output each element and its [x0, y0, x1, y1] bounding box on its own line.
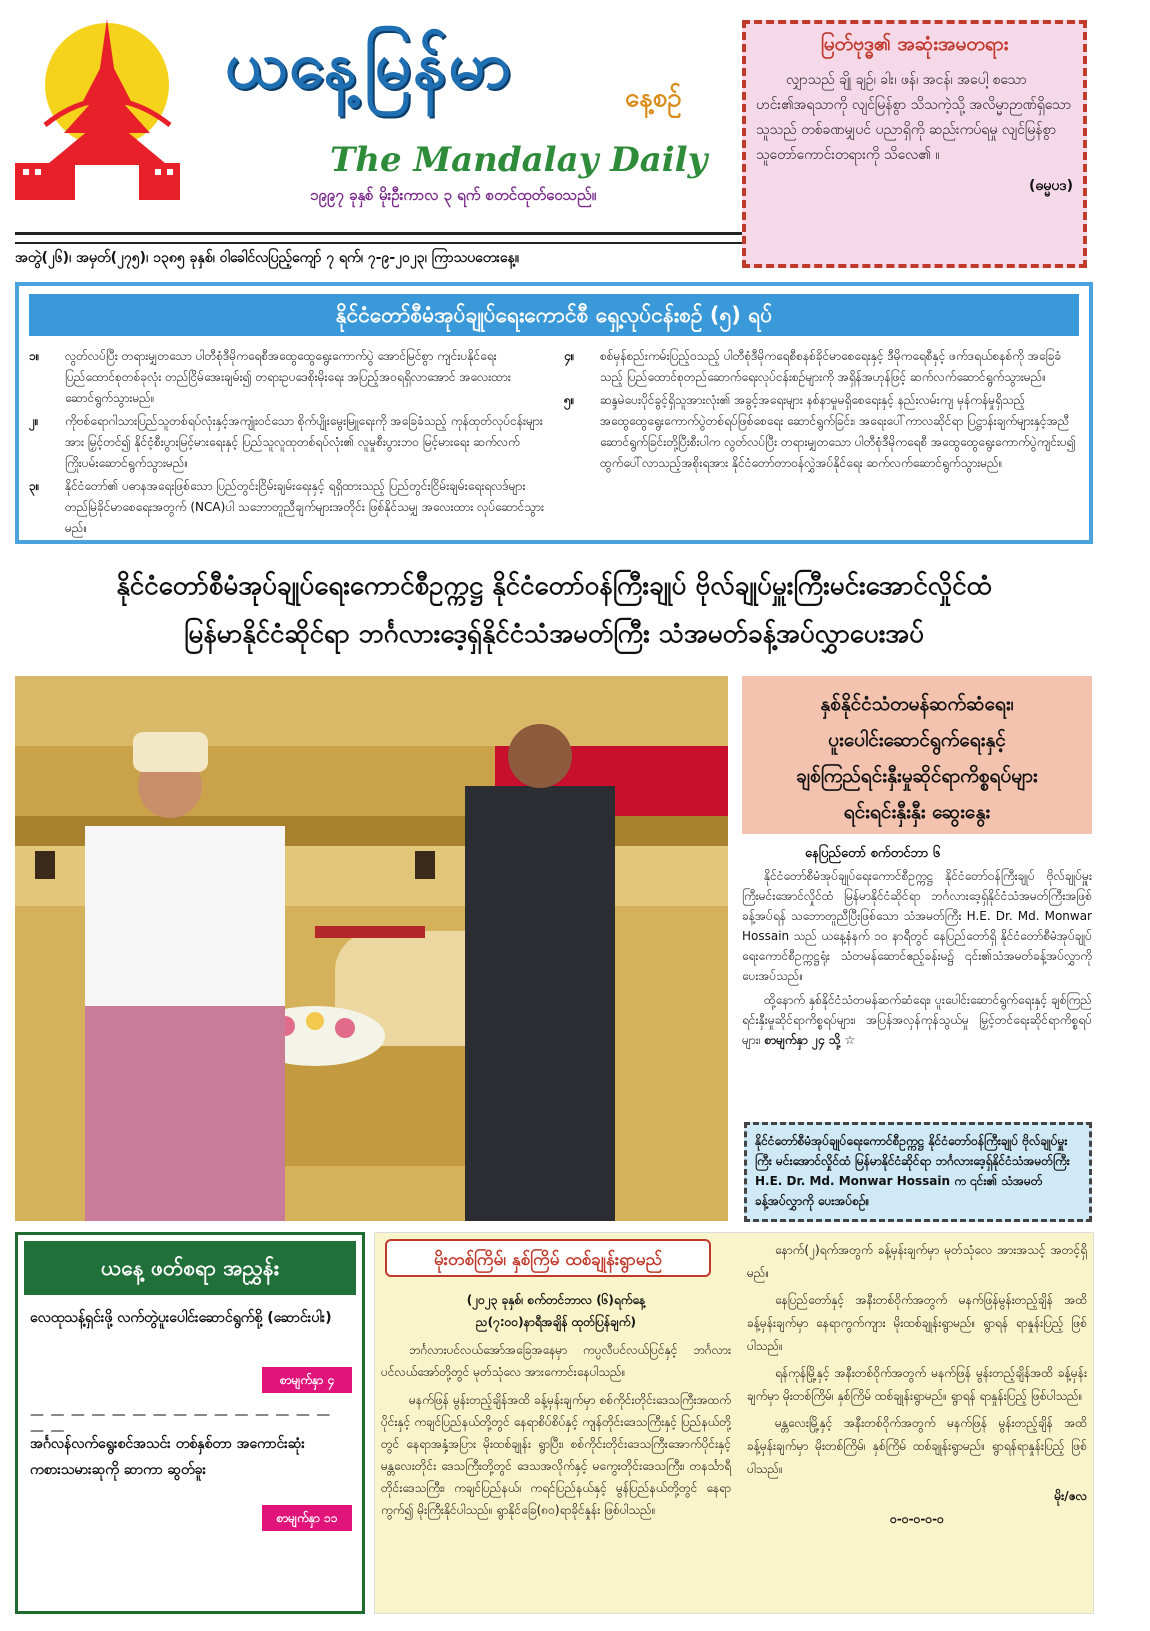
article-paragraph	[742, 990, 1092, 1050]
objectives-header: နိုင်ငံတော်စီမံအုပ်ချုပ်ရေးကောင်စီ ရှေ့လုပ်ငန်းစဉ် (၅) ရပ်	[29, 294, 1079, 336]
weather-box	[374, 1232, 1094, 1614]
photo-caption: နိုင်ငံတော်စီမံအုပ်ချုပ်ရေးကောင်စီဥက္ကဋ္ဌ နိုင်ငံတော်ဝန်ကြီးချုပ် ဗိုလ်ချုပ်မှူးကြီး မင်းအောင်လှိုင်ထံ မြန်မာနိုင်ငံဆိုင်ရာ ဘင်္ဂလားဒေ့ရှ်နိုင်ငံသံအမတ်ကြီး H.E. Dr. Md. Monwar Hossain က ၎င်း၏ သံအမတ်ခန့်အပ်လွှာကို ပေးအပ်စဉ်။	[744, 1122, 1092, 1222]
objective-number: ၁။	[29, 349, 40, 363]
quote-source: (ဓမ္မပဒ)	[1029, 178, 1073, 194]
continued-link[interactable]: စာမျက်နှာ ၂၄ သို့ ☆	[764, 1033, 856, 1047]
objective-item	[29, 346, 544, 409]
main-headline-line-2: မြန်မာနိုင်ငံဆိုင်ရာ ဘင်္ဂလားဒေ့ရှ်နိုင်ငံသံအမတ်ကြီး သံအမတ်ခန့်အပ်လွှာပေးအပ်	[183, 619, 925, 649]
palace-spire-icon	[15, 15, 180, 200]
side-article-body	[742, 866, 1092, 1054]
issue-line: အတွဲ(၂၆)၊ အမှတ်(၂၇၅)၊ ၁၃၈၅ ခုနှစ်၊ ဝါခေါင်လပြည့်ကျော် ၇ ရက်၊ ၇-၉-၂၀၂၃၊ ကြာသပတေးနေ့။	[15, 242, 745, 269]
weather-right-column	[747, 1239, 1087, 1531]
objective-item	[29, 411, 544, 474]
objective-text: ဆန္ဒမဲပေးပိုင်ခွင့်ရှိသူအားလုံး၏ အခွင့်အရေးများ နစ်နာမှုမရှိစေရေးနှင့် နည်းလမ်းကျ မှန်ကန်မှုရှိသည့် အထွေထွေရွေးကောက်ပွဲတစ်ရပ်ဖြစ်စေရေး ဆောင်ရွက်ခြင်း၊ အရေးပေါ်ကာလဆိုင်ရာ ပြဋ္ဌာန်းချက်များနှင့်အညီ ဆောင်ရွက်ခြင်းတို့ပြီးစီးပါက လွတ်လပ်ပြီး တရားမျှတသော ပါတီစုံဒီမိုကရေစီ အထွေထွေရွေးကောက်ပွဲကျင်းပ၍ ထွက်ပေါ်လာသည့်အစိုးရအား နိုင်ငံတော်တာဝန်လွှဲအပ်နိုင်ရေး ဆက်လက်ဆောင်ရွက်သွားမည်။	[600, 393, 1076, 470]
objective-item	[564, 346, 1079, 388]
objectives-column-right	[564, 346, 1079, 476]
side-headline-line: ပူးပေါင်းဆောင်ရွက်ရေးနှင့်	[828, 729, 1006, 751]
objective-text: နိုင်ငံတော်၏ ပဓာနအရေးဖြစ်သော ပြည်တွင်းငြိမ်းချမ်းရေးနှင့် ရရှိထားသည့် ပြည်တွင်းငြိမ်းချမ်းရေးရလဒ်များ တည်မြဲခိုင်မာစေရေးအတွက် (NCA)ပါ သဘောတူညီချက်များအတိုင်း ဖြစ်နိုင်သမျှ အလေးထား လုပ်ဆောင်သွားမည်။	[65, 479, 545, 535]
objective-item	[29, 476, 544, 539]
objective-text: စစ်မှန်စည်းကမ်းပြည့်ဝသည့် ပါတီစုံဒီမိုကရေစီစနစ်ခိုင်မာစေရေးနှင့် ဒီမိုကရေစီနှင့် ဖက်ဒရယ်စနစ်ကို အခြေခံသည့် ပြည်ထောင်စုတည်ဆောက်ရေးလုပ်ငန်းစဉ်များကို အရှိန်အဟုန်ဖြင့် ဆက်လက်ဆောင်ရွက်သွားမည်။	[600, 349, 1062, 384]
masthead-title: ယနေ့မြန်မာ	[225, 29, 514, 103]
weather-paragraph: ရန်ကုန်မြို့နှင့် အနီးတစ်ဝိုက်အတွက် မနက်ဖြန် မွန်းတည့်ချိန်အထိ ခန့်မှန်းချက်မှာ မိုးတစ်ကြိမ်၊ နှစ်ကြိမ် ထစ်ချုန်းရွာမည်။ ရွာရန် ရာနှုန်းပြည့် ဖြစ်ပါသည်။	[747, 1366, 1087, 1403]
toc-item[interactable]: လေထုသန့်ရှင်းဖို့ လက်တွဲပူးပေါင်းဆောင်ရွက်စို့ (ဆောင်းပါး)	[30, 1310, 332, 1326]
masthead-english-title: The Mandalay Daily	[330, 140, 708, 180]
side-headline-line: ချစ်ကြည်ရင်းနှီးမှုဆိုင်ရာကိစ္စရပ်များ	[796, 765, 1038, 787]
objective-text: ကိုဗစ်ရောဂါသားပြည်သူတစ်ရပ်လုံးနှင့်အကျုံးဝင်သော စိုက်ပျိုးမွေးမြူရေးကို အခြေခံသည့် ကုန်ထုတ်လုပ်ငန်းများအား မြှင့်တင်၍ နိုင်ငံ့စီးပွားမြင့်မားရေးနှင့် ပြည်သူလူထုတစ်ရပ်လုံး၏ လူမှုစီးပွားဘဝ မြင့်မားရေး ဆက်လက်ကြိုးပမ်းဆောင်ရွက်သွားမည်။	[65, 414, 543, 470]
quote-title: မြတ်ဗုဒ္ဓ၏ အဆုံးအမတရား	[820, 33, 1009, 55]
weather-paragraph: မန္တလေးမြို့နှင့် အနီးတစ်ဝိုက်အတွက် မနက်ဖြန် မွန်းတည့်ချိန် အထိ ခန့်မှန်းချက်မှာ မိုးတစ်ကြိမ်၊ နှစ်ကြိမ် ထစ်ချုန်းရွာမည်။ ရွာရန်ရာနှုန်းပြည့် ဖြစ်ပါသည်။	[747, 1416, 1087, 1476]
side-headline-line: ရင်းရင်းနှီးနှီး ဆွေးနွေး	[843, 801, 991, 823]
weather-paragraph: နေပြည်တော်နှင့် အနီးတစ်ဝိုက်အတွက် မနက်ဖြန်မွန်းတည့်ချိန် အထိ ခန့်မှန်းချက်မှာ နေရာကွက်ကျား မိုးထစ်ချုန်းရွာမည်။ ရွာရန် ရာနှုန်းပြည့် ဖြစ်ပါသည်။	[747, 1293, 1087, 1353]
objective-number: ၄။	[564, 349, 575, 363]
todays-reading-box	[15, 1232, 365, 1614]
objective-number: ၂။	[29, 414, 39, 428]
quote-body: လျှာသည် ချို ချဉ်၊ ခါး၊ ဖန်၊ အငန်၊ အပေါ့ စသော ဟင်း၏အရသာကို လျင်မြန်စွာ သိသကဲ့သို့ အလိမ္မာဉာဏ်ရှိသောသူသည် တစ်ခဏမျှပင် ပညာရှိကို ဆည်းကပ်ရမှု လျင်မြန်စွာ သူတော်ကောင်းတရားကို သိလေ၏ ။	[756, 72, 1072, 163]
weather-byline: မိုး/ဇလ	[1054, 1489, 1087, 1503]
newspaper-logo	[15, 15, 180, 200]
masthead-subtitle: နေ့စဉ်	[625, 83, 682, 113]
article-paragraph-text: ထို့နောက် နှစ်နိုင်ငံသံတမန်ဆက်ဆံရေး၊ ပူးပေါင်းဆောင်ရွက်ရေးနှင့် ချစ်ကြည်ရင်းနှီးမှုဆိုင်ရာကိစ္စရပ်များ၊ အပြန်အလှန်ကုန်သွယ်မှု မြှင့်တင်ရေးဆိုင်ရာကိစ္စရပ်များ၊	[742, 993, 1092, 1047]
toc-page-badge[interactable]: စာမျက်နှာ ၁၁	[262, 1505, 352, 1531]
end-mark: ၀-၀-၀-၀-၀	[890, 1512, 944, 1526]
objective-text: လွတ်လပ်ပြီး တရားမျှတသော ပါတီစုံဒီမိုကရေစီအထွေထွေရွေးကောက်ပွဲ အောင်မြင်စွာ ကျင်းပနိုင်ရေး ပြည်ထောင်စုတစ်ခုလုံး တည်ငြိမ်အေးချမ်း၍ တရားဥပဒေစိုးမိုးရေး အပြည့်အဝရရှိလာအောင် အလေးထားဆောင်ရွက်သွားမည်။	[65, 349, 511, 405]
article-dateline: နေပြည်တော် စက်တင်ဘာ ၆	[805, 846, 941, 861]
objective-item	[564, 390, 1079, 474]
toc-divider: — — — — — — — — — — — — — — — — —	[30, 1407, 332, 1439]
masthead-rule	[15, 232, 745, 235]
weather-forecast: မနက်ဖြန် မွန်းတည့်ချိန်အထိ ခန့်မှန်းချက်မှာ စစ်ကိုင်းတိုင်းဒေသကြီးအထက်ပိုင်းနှင့် ကချင်ပြည်နယ်တို့တွင် နေရာစိပ်စိပ်နှင့် ကျန်တိုင်းဒေသကြီးနှင့် ပြည်နယ်တို့တွင် နေရာအနှံ့အပြား မိုးထစ်ချုန်း ရွာပြီး၊ စစ်ကိုင်းတိုင်းဒေသကြီးအောက်ပိုင်းနှင့် မန္တလေးတိုင်း ဒေသကြီးတို့တွင် ဒေသအလိုက်နှင့် မကွေးတိုင်းဒေသကြီး၊ တနင်္သာရီ တိုင်းဒေသကြီး၊ ကချင်ပြည်နယ်၊ ကရင်ပြည်နယ်နှင့် မွန်ပြည်နယ်တို့တွင် နေရာကွက်၍ မိုးကြီးနိုင်ပါသည်။ ရွာနိုင်ခြေ(၈၀)ရာခိုင်နှုန်း ဖြစ်ပါသည်။	[381, 1393, 731, 1517]
founded-line: ၁၉၉၇ ခုနှစ် မိုးဦးကာလ ၃ ရက် စတင်ထုတ်ဝေသည်။	[310, 186, 597, 204]
weather-paragraph: နောက်(၂)ရက်အတွက် ခန့်မှန်းချက်မှာ မုတ်သုံလေ အားအသင့် အတင့်ရှိမည်။	[747, 1243, 1087, 1280]
weather-time-line: (၂၀၂၃ ခုနှစ်၊ စက်တင်ဘာလ (၆)ရက်နေ့	[466, 1293, 646, 1307]
main-headline-line-1: နိုင်ငံတော်စီမံအုပ်ချုပ်ရေးကောင်စီဥက္ကဋ္ဌ နိုင်ငံတော်ဝန်ကြီးချုပ် ဗိုလ်ချုပ်မှူးကြီးမင်းအောင်လှိုင်ထံ	[116, 571, 992, 601]
toc-title: ယနေ့ ဖတ်စရာ အညွှန်း	[24, 1241, 356, 1295]
side-article-headline	[742, 676, 1092, 834]
weather-title: မိုးတစ်ကြိမ်၊ နှစ်ကြိမ် ထစ်ချုန်းရွာမည်	[385, 1239, 711, 1277]
objectives-column-left	[29, 346, 544, 541]
objectives-box	[15, 282, 1093, 544]
weather-time-line: ည(၇:၀၀)နာရီအချိန် ထုတ်ပြန်ချက်)	[476, 1315, 636, 1329]
side-headline-line: နှစ်နိုင်ငံသံတမန်ဆက်ဆံရေး၊	[820, 693, 1014, 715]
objective-number: ၃။	[29, 479, 40, 493]
ceremony-photo	[15, 676, 728, 1221]
dhamma-quote-box	[742, 20, 1087, 268]
objective-number: ၅။	[564, 393, 575, 407]
weather-bay-condition: ဘင်္ဂလားပင်လယ်အော်အခြေအနေမှာ ကပ္ပလီပင်လယ်ပြင်နှင့် ဘင်္ဂလားပင်လယ်အော်တို့တွင် မုတ်သုံလေ အားကောင်းနေပါသည်။	[381, 1343, 731, 1379]
toc-page-badge[interactable]: စာမျက်နှာ ၄	[262, 1367, 352, 1393]
toc-item[interactable]: အင်္ဂလန်လက်ရွေးစင်အသင်း တစ်နှစ်တာ အကောင်းဆုံးကစားသမားဆုကို ဆာကာ ဆွတ်ခူး	[30, 1436, 305, 1478]
article-paragraph: နိုင်ငံတော်စီမံအုပ်ချုပ်ရေးကောင်စီဥက္ကဋ္ဌ နိုင်ငံတော်ဝန်ကြီးချုပ် ဗိုလ်ချုပ်မှူးကြီးမင်းအောင်လှိုင်ထံ မြန်မာနိုင်ငံဆိုင်ရာ ဘင်္ဂလားဒေ့ရှ်နိုင်ငံသံအမတ်ကြီးအဖြစ် ခန့်အပ်ရန် သဘောတူညီပြီးဖြစ်သော သံအမတ်ကြီး H.E. Dr. Md. Monwar Hossain သည် ယနေ့နံနက် ၁၀ နာရီတွင် နေပြည်တော်ရှိ နိုင်ငံတော်စီမံအုပ်ချုပ်ရေးကောင်စီဥက္ကဋ္ဌရုံး သံတမန်ဆောင်ဧည့်ခန်းမ၌ ၎င်း၏သံအမတ်ခန့်အပ်လွှာကို ပေးအပ်သည်။	[742, 869, 1092, 983]
